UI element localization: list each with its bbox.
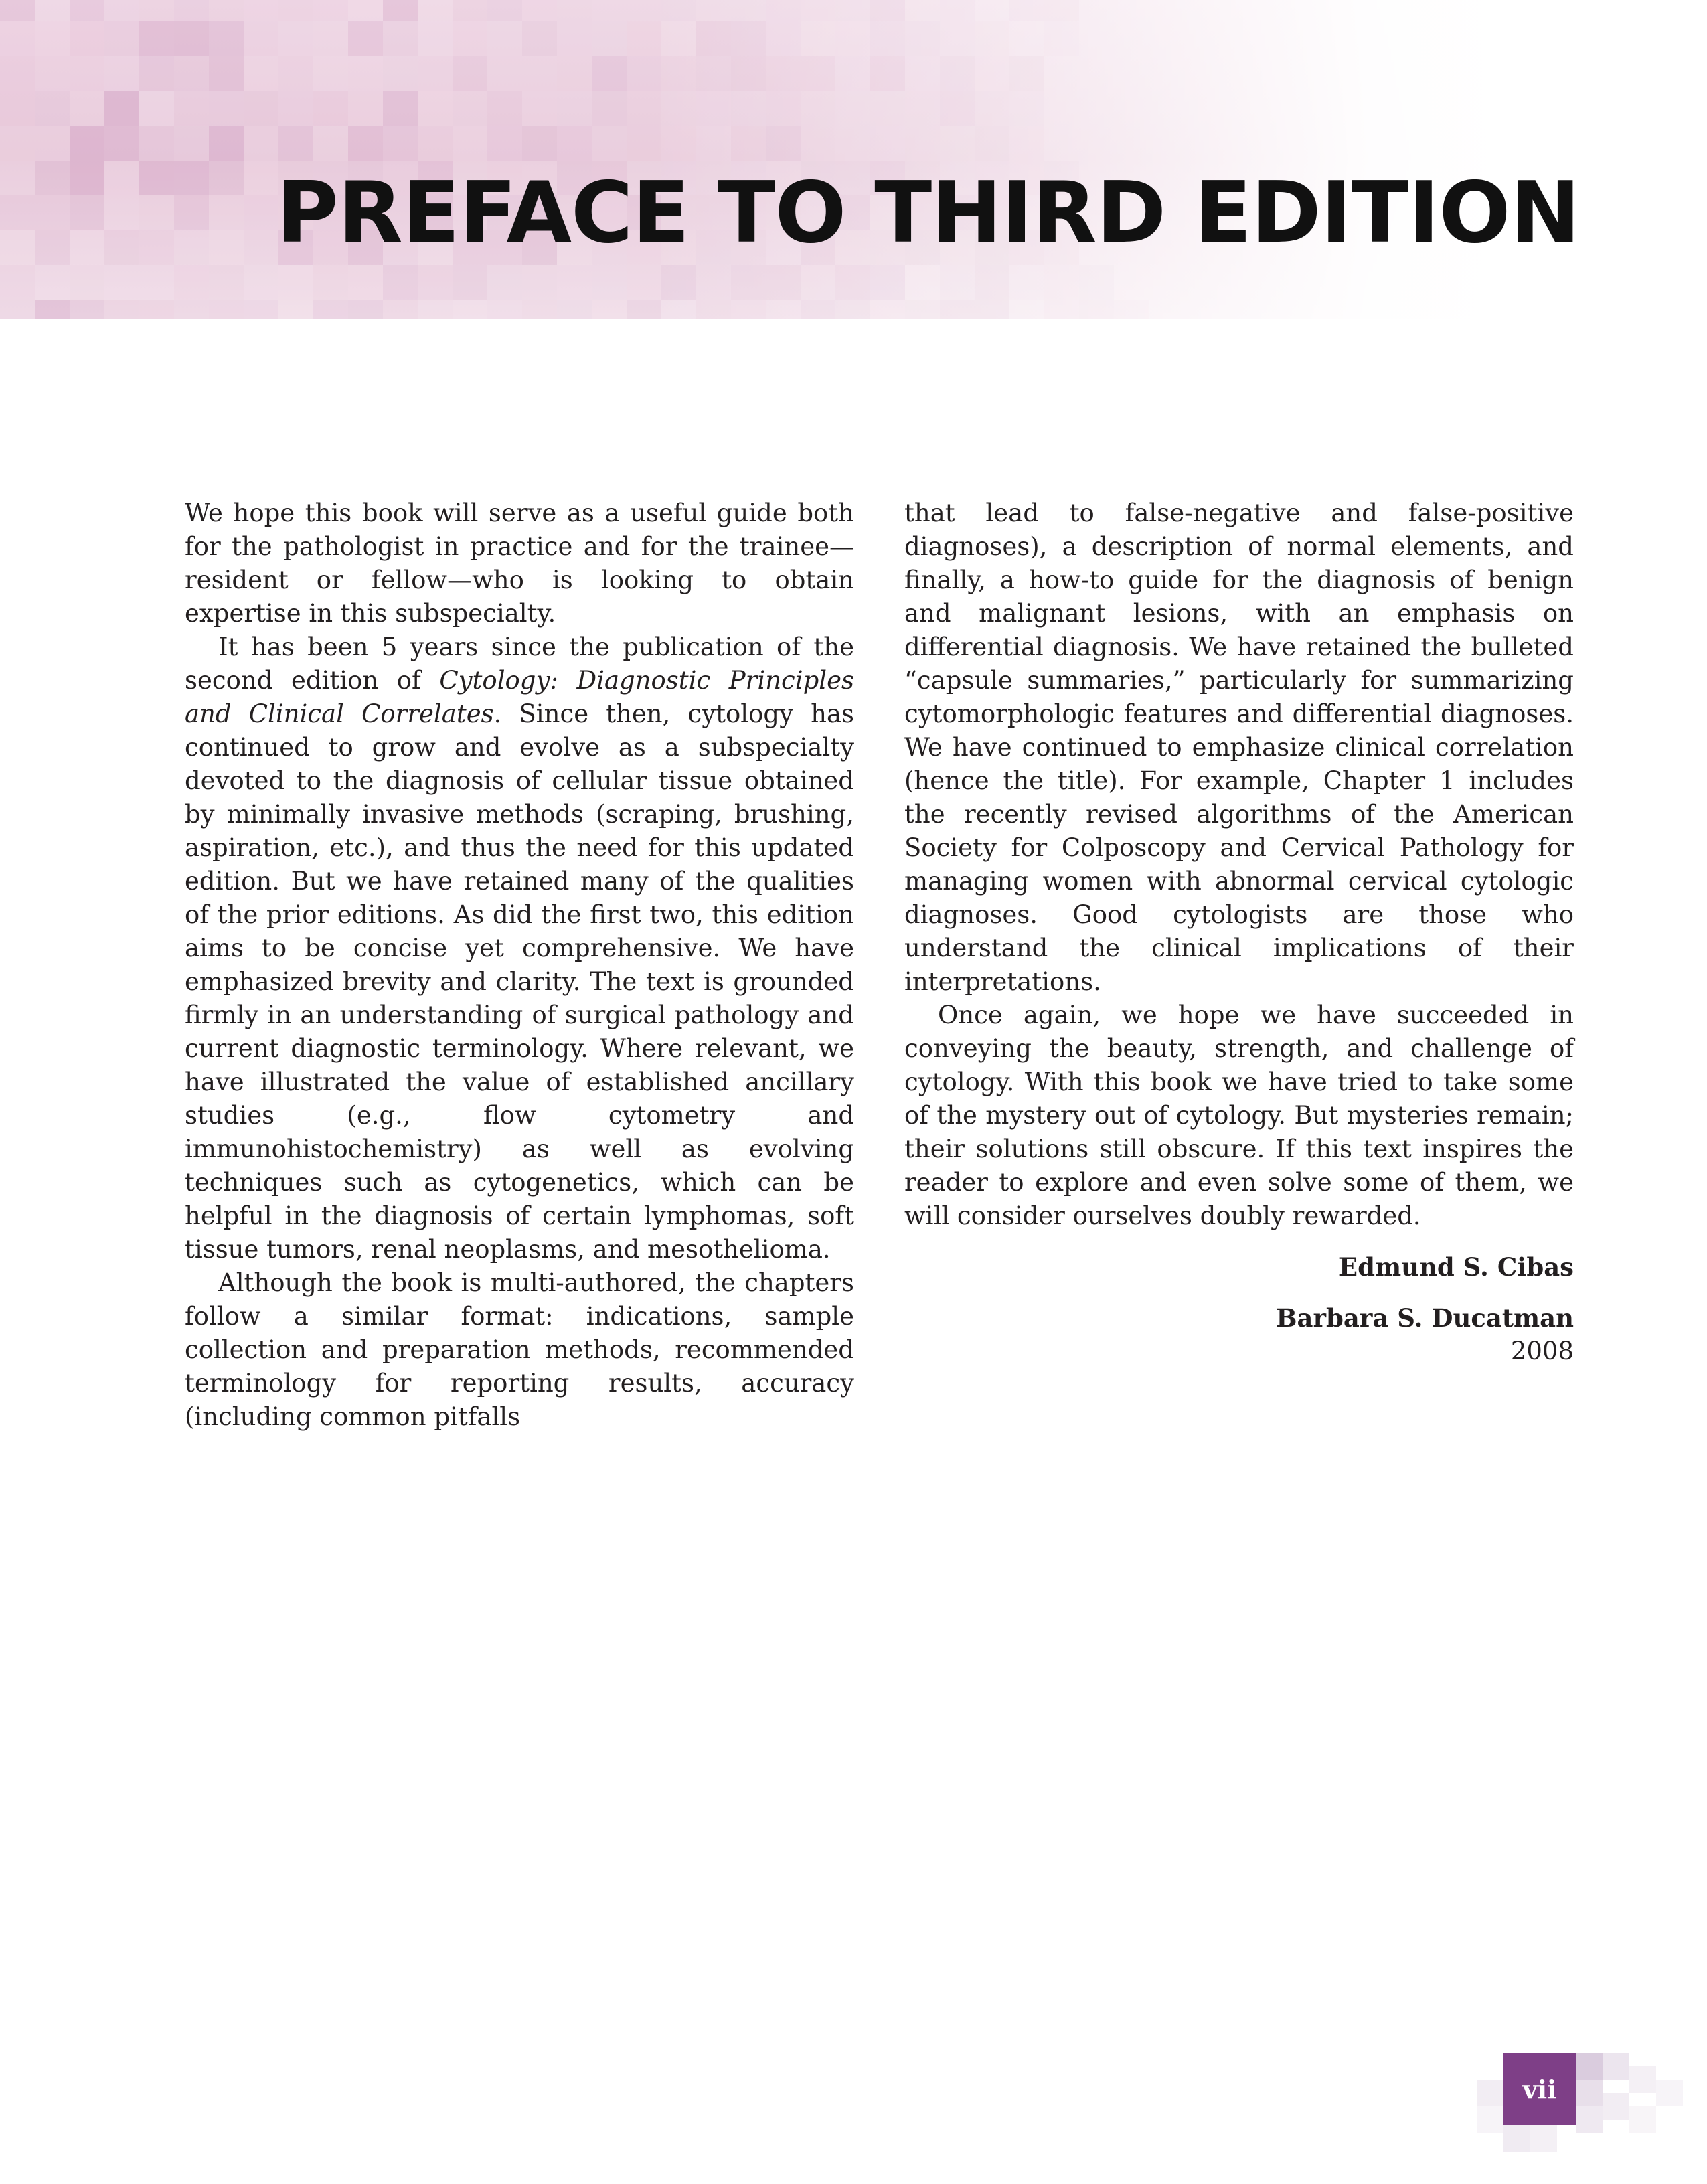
mosaic-cell <box>0 230 35 265</box>
mosaic-cell <box>522 126 557 161</box>
mosaic-cell <box>244 0 278 21</box>
mosaic-cell <box>835 126 870 161</box>
mosaic-cell <box>0 265 35 300</box>
mosaic-cell <box>592 21 627 56</box>
mosaic-cell <box>592 91 627 126</box>
mosaic-cell <box>174 300 209 319</box>
mosaic-cell <box>627 300 661 319</box>
mosaic-cell <box>453 91 487 126</box>
mosaic-cell <box>209 265 244 300</box>
mosaic-cell <box>1079 300 1114 319</box>
mosaic-cell <box>35 230 70 265</box>
mosaic-cell <box>627 56 661 91</box>
mosaic-cell <box>174 21 209 56</box>
mosaic-cell <box>731 126 766 161</box>
mosaic-cell <box>0 126 35 161</box>
mosaic-cell <box>70 56 104 91</box>
mosaic-cell <box>835 91 870 126</box>
mosaic-cell <box>209 230 244 265</box>
mosaic-cell <box>383 265 418 300</box>
mosaic-cell <box>348 21 383 56</box>
mosaic-cell <box>348 0 383 21</box>
mosaic-cell <box>835 300 870 319</box>
mosaic-cell <box>522 265 557 300</box>
mosaic-cell <box>696 0 731 21</box>
mosaic-cell <box>975 91 1009 126</box>
mosaic-cell <box>35 300 70 319</box>
mosaic-cell <box>104 91 139 126</box>
mosaic-cell <box>70 300 104 319</box>
mosaic-cell <box>35 56 70 91</box>
mosaic-cell <box>209 56 244 91</box>
mosaic-cell <box>940 265 975 300</box>
mosaic-cell <box>104 195 139 230</box>
mosaic-cell <box>0 91 35 126</box>
mosaic-cell <box>453 56 487 91</box>
mosaic-cell <box>104 300 139 319</box>
page-number-badge <box>1503 2053 1576 2125</box>
mosaic-cell <box>1603 2053 1629 2080</box>
mosaic-cell <box>244 265 278 300</box>
mosaic-cell <box>35 195 70 230</box>
mosaic-cell <box>139 56 174 91</box>
mosaic-cell <box>383 0 418 21</box>
mosaic-cell <box>1009 56 1044 91</box>
mosaic-cell <box>278 0 313 21</box>
mosaic-cell <box>557 0 592 21</box>
mosaic-cell <box>592 0 627 21</box>
mosaic-cell <box>0 56 35 91</box>
mosaic-cell <box>870 21 905 56</box>
mosaic-cell <box>940 21 975 56</box>
paragraph: Although the book is multi-authored, the chapters follow a similar format: indications, sample collection and preparation methods, recommended terminology for reporting results, accuracy (including common pitfalls <box>185 1268 854 1431</box>
mosaic-cell <box>696 300 731 319</box>
mosaic-cell <box>313 0 348 21</box>
mosaic-cell <box>70 21 104 56</box>
mosaic-cell <box>487 56 522 91</box>
mosaic-cell <box>661 126 696 161</box>
mosaic-cell <box>1044 0 1079 21</box>
signature-year: 2008 <box>1510 1337 1574 1365</box>
mosaic-cell <box>244 161 278 195</box>
mosaic-cell <box>557 56 592 91</box>
mosaic-cell <box>70 161 104 195</box>
mosaic-cell <box>835 56 870 91</box>
mosaic-cell <box>661 265 696 300</box>
book-title: Cytology: Diagnostic Principles and Clinical Correlates <box>185 666 854 728</box>
mosaic-cell <box>522 300 557 319</box>
mosaic-cell <box>139 195 174 230</box>
mosaic-cell <box>696 265 731 300</box>
mosaic-cell <box>418 56 453 91</box>
mosaic-cell <box>278 300 313 319</box>
mosaic-cell <box>661 21 696 56</box>
mosaic-cell <box>348 265 383 300</box>
mosaic-cell <box>0 195 35 230</box>
mosaic-cell <box>418 126 453 161</box>
mosaic-cell <box>104 21 139 56</box>
mosaic-cell <box>453 265 487 300</box>
mosaic-cell <box>1656 2080 1683 2106</box>
paragraph-text: It has been 5 years since the publication of the second edition of <box>185 633 854 695</box>
mosaic-cell <box>453 300 487 319</box>
mosaic-cell <box>209 300 244 319</box>
mosaic-cell <box>104 265 139 300</box>
mosaic-cell <box>1576 2080 1603 2106</box>
mosaic-cell <box>35 91 70 126</box>
mosaic-cell <box>870 91 905 126</box>
mosaic-cell <box>557 91 592 126</box>
mosaic-cell <box>0 300 35 319</box>
mosaic-cell <box>174 265 209 300</box>
mosaic-cell <box>1009 126 1044 161</box>
mosaic-cell <box>313 21 348 56</box>
mosaic-cell <box>627 0 661 21</box>
mosaic-cell <box>522 0 557 21</box>
mosaic-cell <box>627 21 661 56</box>
mosaic-cell <box>696 126 731 161</box>
mosaic-cell <box>313 91 348 126</box>
mosaic-cell <box>627 126 661 161</box>
mosaic-cell <box>139 230 174 265</box>
page-title: PREFACE TO THIRD EDITION <box>276 163 1580 262</box>
mosaic-cell <box>1114 300 1149 319</box>
mosaic-cell <box>975 126 1009 161</box>
mosaic-cell <box>418 21 453 56</box>
mosaic-cell <box>209 126 244 161</box>
signature-block <box>904 1250 1574 1368</box>
paragraph: Once again, we hope we have succeeded in conveying the beauty, strength, and challenge of cytology. With this book we have tried to take some of the mystery out of cytology. But mysteries remain; their solutions still obscure. If this text inspires the reader to explore and even solve some of them, we will consider ourselves doubly rewarded. <box>904 1001 1574 1230</box>
mosaic-cell <box>1477 2080 1503 2106</box>
mosaic-cell <box>139 161 174 195</box>
mosaic-cell <box>209 161 244 195</box>
mosaic-cell <box>557 300 592 319</box>
mosaic-cell <box>278 91 313 126</box>
mosaic-cell <box>313 126 348 161</box>
mosaic-cell <box>870 300 905 319</box>
mosaic-cell <box>70 91 104 126</box>
mosaic-cell <box>487 91 522 126</box>
mosaic-cell <box>557 126 592 161</box>
mosaic-cell <box>975 21 1009 56</box>
mosaic-cell <box>383 56 418 91</box>
mosaic-cell <box>313 56 348 91</box>
mosaic-cell <box>453 126 487 161</box>
mosaic-cell <box>244 56 278 91</box>
mosaic-cell <box>244 300 278 319</box>
mosaic-cell <box>1603 2093 1629 2120</box>
mosaic-cell <box>174 91 209 126</box>
mosaic-cell <box>905 21 940 56</box>
mosaic-cell <box>35 0 70 21</box>
mosaic-cell <box>487 0 522 21</box>
mosaic-cell <box>801 21 835 56</box>
mosaic-cell <box>1044 300 1079 319</box>
mosaic-cell <box>104 0 139 21</box>
mosaic-cell <box>174 195 209 230</box>
mosaic-cell <box>905 126 940 161</box>
mosaic-cell <box>70 0 104 21</box>
mosaic-cell <box>940 126 975 161</box>
mosaic-cell <box>696 56 731 91</box>
mosaic-cell <box>209 91 244 126</box>
mosaic-cell <box>139 300 174 319</box>
mosaic-cell <box>35 21 70 56</box>
mosaic-cell <box>104 126 139 161</box>
mosaic-cell <box>35 265 70 300</box>
mosaic-cell <box>104 56 139 91</box>
mosaic-cell <box>1576 2106 1603 2133</box>
mosaic-cell <box>244 21 278 56</box>
mosaic-cell <box>766 91 801 126</box>
mosaic-cell <box>870 265 905 300</box>
mosaic-cell <box>313 300 348 319</box>
mosaic-cell <box>766 0 801 21</box>
mosaic-cell <box>209 21 244 56</box>
mosaic-cell <box>557 21 592 56</box>
mosaic-cell <box>70 265 104 300</box>
mosaic-cell <box>1044 265 1079 300</box>
mosaic-cell <box>1079 265 1114 300</box>
mosaic-cell <box>35 126 70 161</box>
mosaic-cell <box>766 21 801 56</box>
mosaic-cell <box>592 265 627 300</box>
mosaic-cell <box>487 126 522 161</box>
mosaic-cell <box>348 126 383 161</box>
mosaic-cell <box>1009 91 1044 126</box>
mosaic-cell <box>244 91 278 126</box>
mosaic-cell <box>209 0 244 21</box>
mosaic-cell <box>766 265 801 300</box>
mosaic-cell <box>453 0 487 21</box>
mosaic-cell <box>801 300 835 319</box>
mosaic-cell <box>70 126 104 161</box>
mosaic-cell <box>522 56 557 91</box>
mosaic-cell <box>383 21 418 56</box>
mosaic-cell <box>174 0 209 21</box>
mosaic-cell <box>383 91 418 126</box>
paragraph: We hope this book will serve as a useful guide both for the pathologist in practice and for the trainee—resident or fellow—who is looking to obtain expertise in this subspecialty. <box>185 499 854 628</box>
mosaic-cell <box>278 265 313 300</box>
mosaic-cell <box>418 91 453 126</box>
mosaic-cell <box>522 91 557 126</box>
mosaic-cell <box>35 161 70 195</box>
mosaic-cell <box>418 0 453 21</box>
mosaic-cell <box>487 21 522 56</box>
mosaic-cell <box>905 56 940 91</box>
text-column-left <box>185 497 854 1434</box>
mosaic-cell <box>174 161 209 195</box>
mosaic-cell <box>592 126 627 161</box>
mosaic-cell <box>835 265 870 300</box>
mosaic-cell <box>940 300 975 319</box>
mosaic-cell <box>975 265 1009 300</box>
mosaic-cell <box>731 21 766 56</box>
mosaic-cell <box>174 126 209 161</box>
text-column-right <box>904 497 1574 1368</box>
mosaic-cell <box>766 126 801 161</box>
mosaic-cell <box>940 91 975 126</box>
mosaic-cell <box>139 91 174 126</box>
mosaic-cell <box>278 56 313 91</box>
mosaic-cell <box>418 265 453 300</box>
mosaic-cell <box>313 265 348 300</box>
mosaic-cell <box>801 265 835 300</box>
mosaic-cell <box>801 91 835 126</box>
mosaic-cell <box>1629 2106 1656 2133</box>
mosaic-cell <box>940 56 975 91</box>
mosaic-cell <box>418 300 453 319</box>
mosaic-cell <box>348 91 383 126</box>
mosaic-cell <box>244 126 278 161</box>
mosaic-cell <box>522 21 557 56</box>
paragraph: that lead to false-negative and false-positive diagnoses), a description of normal elements, and finally, a how-to guide for the diagnosis of benign and malignant lesions, with an emphasis on differential diagnosis. We have retained the bulleted “capsule summaries,” particularly for summarizing cytomorphologic features and differential diagnoses. We have continued to emphasize clinical correlation (hence the title). For example, Chapter 1 includes the recently revised algorithms of the American Society for Colposcopy and Cervical Pathology for managing women with abnormal cervical cytologic diagnoses. Good cytologists are those who understand the clinical implications of their interpretations. <box>904 499 1574 996</box>
mosaic-cell <box>661 91 696 126</box>
mosaic-cell <box>0 161 35 195</box>
mosaic-cell <box>592 300 627 319</box>
mosaic-cell <box>592 56 627 91</box>
page-number: vii <box>1522 2074 1557 2104</box>
author-name: Edmund S. Cibas <box>1338 1252 1574 1282</box>
mosaic-cell <box>801 0 835 21</box>
mosaic-cell <box>975 300 1009 319</box>
mosaic-cell <box>557 265 592 300</box>
mosaic-cell <box>905 0 940 21</box>
mosaic-cell <box>835 0 870 21</box>
mosaic-cell <box>1009 0 1044 21</box>
mosaic-cell <box>731 91 766 126</box>
mosaic-cell <box>139 21 174 56</box>
mosaic-cell <box>1009 265 1044 300</box>
mosaic-cell <box>975 56 1009 91</box>
mosaic-cell <box>104 161 139 195</box>
mosaic-cell <box>348 300 383 319</box>
mosaic-cell <box>766 300 801 319</box>
mosaic-cell <box>661 300 696 319</box>
mosaic-cell <box>244 230 278 265</box>
mosaic-cell <box>70 195 104 230</box>
mosaic-cell <box>0 21 35 56</box>
paragraph-text: . Since then, cytology has continued to grow and evolve as a subspecialty devoted to the diagnosis of cellular tissue obtained by minimally invasive methods (scraping, brushing, aspiration, etc.), and thus the need for this updated edition. But we have retained many of the qualities of the prior editions. As did the first two, this edition aims to be concise yet comprehensive. We have emphasized brevity and clarity. The text is grounded firmly in an understanding of surgical pathology and current diagnostic terminology. Where relevant, we have illustrated the value of established ancillary studies (e.g., flow cytometry and immunohistochemistry) as well as evolving techniques such as cytogenetics, which can be helpful in the diagnosis of certain lymphomas, soft tissue tumors, renal neoplasms, and mesothelioma. <box>185 699 854 1264</box>
mosaic-cell <box>835 21 870 56</box>
paragraph <box>185 631 854 1266</box>
mosaic-cell <box>174 230 209 265</box>
mosaic-cell <box>244 195 278 230</box>
mosaic-cell <box>696 21 731 56</box>
header-band <box>0 0 1707 319</box>
mosaic-cell <box>905 300 940 319</box>
mosaic-cell <box>627 265 661 300</box>
mosaic-cell <box>278 21 313 56</box>
mosaic-cell <box>870 126 905 161</box>
mosaic-cell <box>627 91 661 126</box>
mosaic-cell <box>731 300 766 319</box>
mosaic-cell <box>870 56 905 91</box>
mosaic-cell <box>1629 2066 1656 2093</box>
mosaic-cell <box>1576 2053 1603 2080</box>
mosaic-cell <box>1044 21 1079 56</box>
mosaic-cell <box>174 56 209 91</box>
mosaic-cell <box>1530 2125 1557 2152</box>
mosaic-cell <box>801 126 835 161</box>
mosaic-cell <box>801 56 835 91</box>
mosaic-cell <box>70 230 104 265</box>
mosaic-cell <box>661 56 696 91</box>
mosaic-cell <box>139 0 174 21</box>
mosaic-cell <box>383 300 418 319</box>
mosaic-cell <box>487 300 522 319</box>
mosaic-cell <box>731 265 766 300</box>
mosaic-cell <box>383 126 418 161</box>
mosaic-cell <box>0 0 35 21</box>
mosaic-cell <box>940 0 975 21</box>
mosaic-cell <box>104 230 139 265</box>
mosaic-cell <box>1503 2125 1530 2152</box>
mosaic-cell <box>731 0 766 21</box>
mosaic-cell <box>139 126 174 161</box>
mosaic-cell <box>139 265 174 300</box>
mosaic-cell <box>766 56 801 91</box>
mosaic-cell <box>348 56 383 91</box>
mosaic-cell <box>661 0 696 21</box>
mosaic-cell <box>731 56 766 91</box>
mosaic-cell <box>870 0 905 21</box>
mosaic-cell <box>905 91 940 126</box>
mosaic-cell <box>487 265 522 300</box>
mosaic-cell <box>209 195 244 230</box>
mosaic-cell <box>278 126 313 161</box>
mosaic-cell <box>1477 2106 1503 2133</box>
mosaic-cell <box>453 21 487 56</box>
author-name: Barbara S. Ducatman <box>1276 1303 1574 1333</box>
mosaic-cell <box>696 91 731 126</box>
